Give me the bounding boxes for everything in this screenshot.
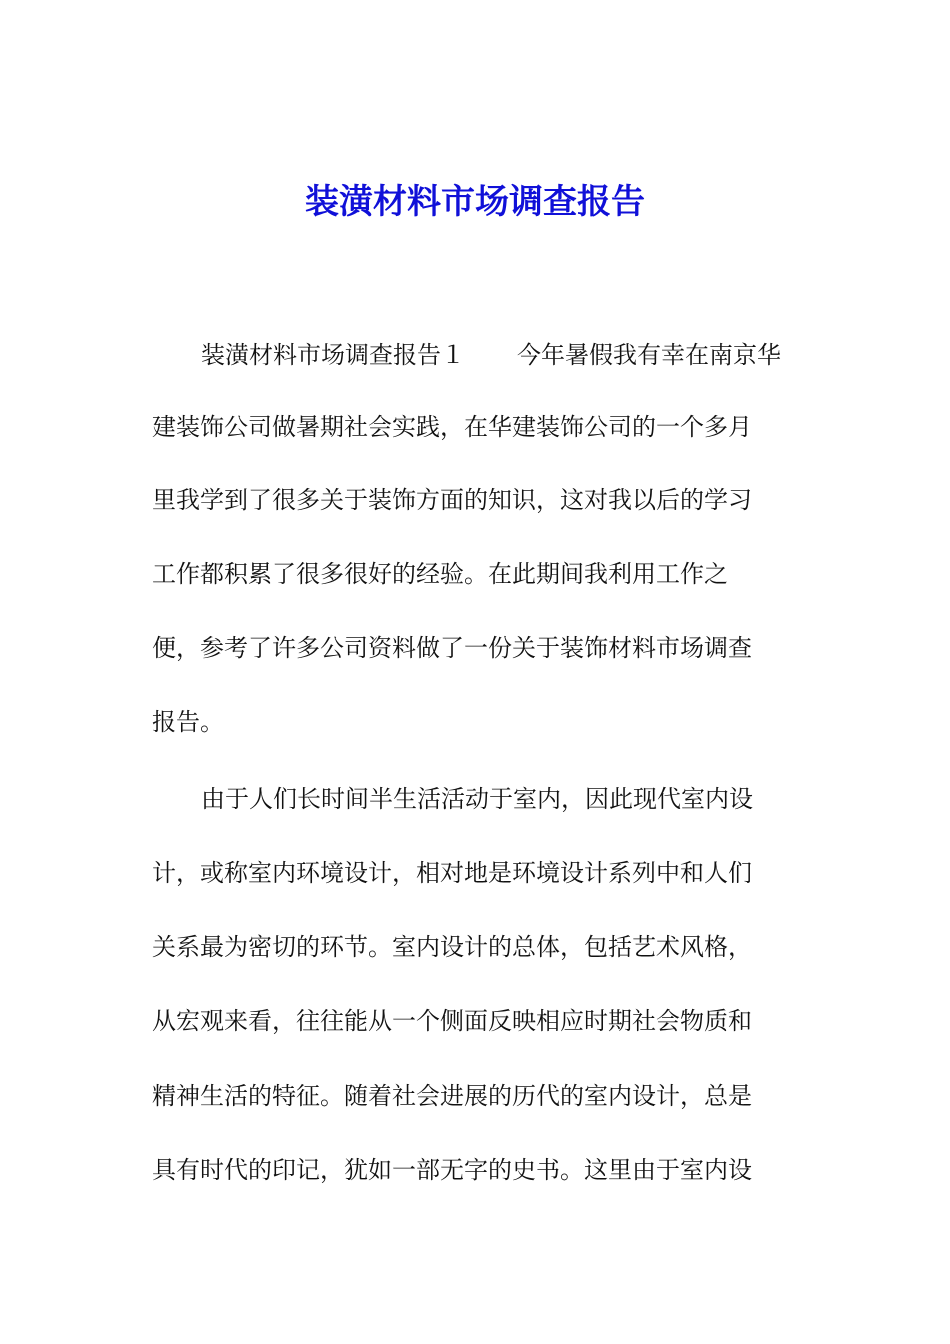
paragraph-line: 建装饰公司做暑期社会实践，在华建装饰公司的一个多月 [152, 413, 752, 441]
report-heading-inline: 装潢材料市场调查报告１ [201, 341, 465, 369]
paragraph-line: 从宏观来看，往往能从一个侧面反映相应时期社会物质和 [152, 1007, 752, 1035]
paragraph-line: 具有时代的印记，犹如一部无字的史书。这里由于室内设 [152, 1156, 752, 1184]
document-title: 装潢材料市场调查报告 [305, 182, 645, 222]
paragraph-line: 计，或称室内环境设计，相对地是环境设计系列中和人们 [152, 859, 752, 887]
paragraph-line: 报告。 [152, 708, 224, 736]
paragraph-line: 关系最为密切的环节。室内设计的总体，包括艺术风格， [152, 933, 752, 961]
paragraph-line-text: 今年暑假我有幸在南京华 [517, 341, 781, 369]
paragraph-line: 里我学到了很多关于装饰方面的知识，这对我以后的学习 [152, 486, 752, 514]
paragraph-line: 工作都积累了很多很好的经验。在此期间我利用工作之 [152, 560, 728, 588]
paragraph-line: 由于人们长时间半生活活动于室内，因此现代室内设 [201, 785, 753, 813]
paragraph-line [201, 337, 781, 373]
paragraph-line: 精神生活的特征。随着社会进展的历代的室内设计，总是 [152, 1082, 752, 1110]
paragraph-line: 便，参考了许多公司资料做了一份关于装饰材料市场调查 [152, 634, 752, 662]
